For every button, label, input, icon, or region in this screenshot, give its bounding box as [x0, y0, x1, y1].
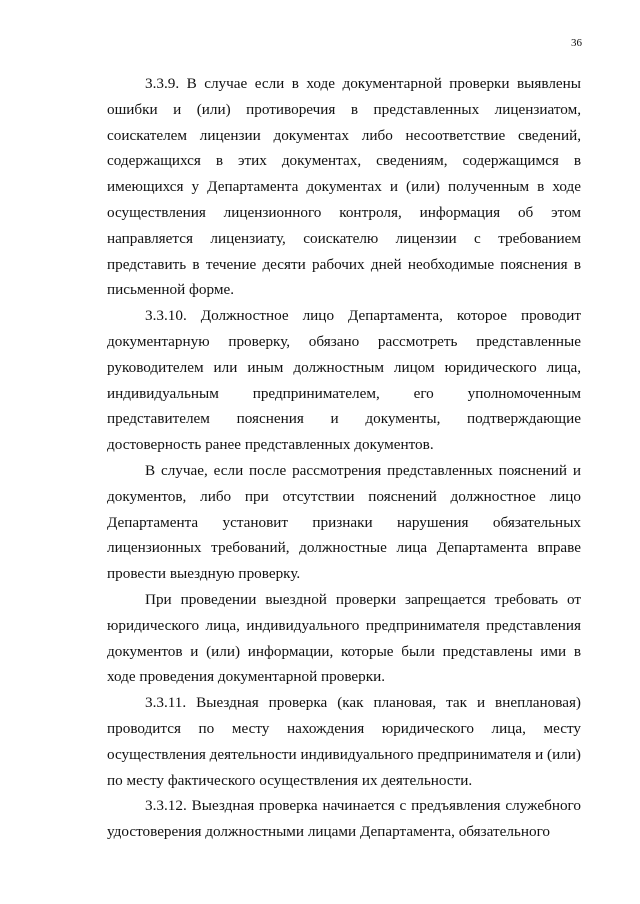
paragraph-3-3-11: 3.3.11. Выездная проверка (как плановая, так и внеплановая) проводится по месту нахождения юридического лица, месту осуществления деятельности индивидуального предпринимателя и (или) по месту фактического осуществления их деятельности. [107, 694, 581, 789]
paragraph-3-3-9: 3.3.9. В случае если в ходе документарной проверки выявлены ошибки и (или) противоречия в представленных лицензиатом, соискателем лицензии документах либо несоответствие сведений, содержащихся в этих документах, сведениям, содержащимся в имеющихся у Департамента документах и (или) полученным в ходе осуществления лицензионного контроля, информация об этом направляется лицензиату, соискателю лицензии с требованием представить в течение десяти рабочих дней необходимые пояснения в письменной форме. [107, 75, 581, 299]
paragraph-3-3-10: 3.3.10. Должностное лицо Департамента, которое проводит документарную проверку, обязано рассмотреть представленные руководителем или иным должностным лицом юридического лица, индивидуальным предпринимателем, его уполномоченным представителем пояснения и документы, подтверждающие достоверность ранее представленных документов. [107, 307, 581, 454]
page-number: 36 [571, 37, 582, 49]
paragraph-3-3-12: 3.3.12. Выездная проверка начинается с предъявления служебного удостоверения должностными лицами Департамента, обязательного [107, 797, 581, 841]
paragraph-document-request-prohibition: При проведении выездной проверки запрещается требовать от юридического лица, индивидуального предпринимателя представления документов и (или) информации, которые были представлены ими в ходе проведения документарной проверки. [107, 590, 581, 686]
document-body [107, 71, 581, 845]
paragraph-field-check-grounds: В случае, если после рассмотрения представленных пояснений и документов, либо при отсутствии пояснений должностное лицо Департамента установит признаки нарушения обязательных лицензионных требований, должностные лица Департамента вправе провести выездную проверку. [107, 461, 581, 583]
